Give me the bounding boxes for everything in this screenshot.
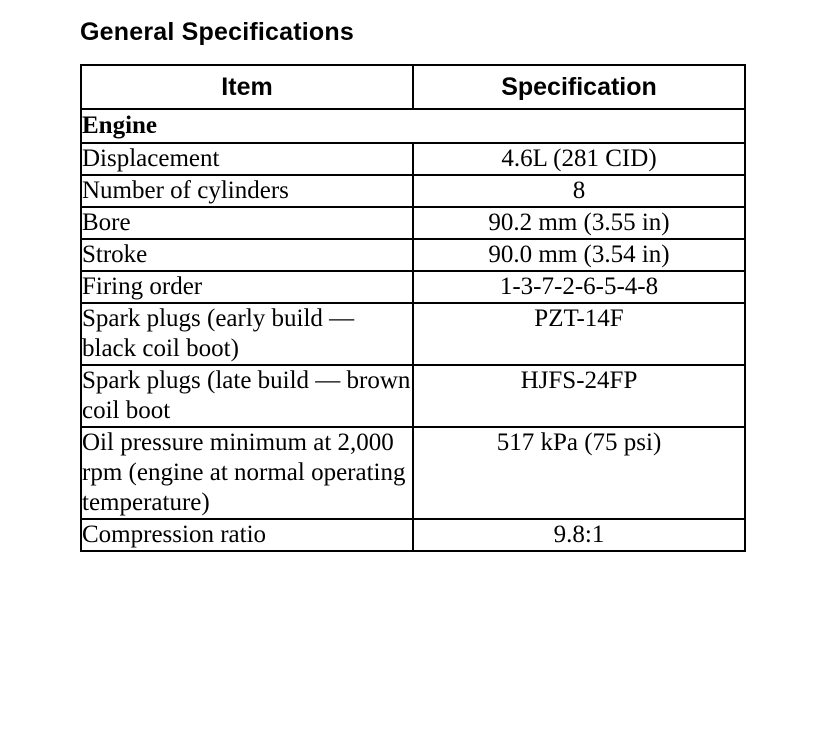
table-row xyxy=(81,271,745,303)
table-row xyxy=(81,303,745,365)
page-title: General Specifications xyxy=(80,18,354,46)
item-cell: Oil pressure minimum at 2,000 rpm (engine at normal operating temperature) xyxy=(81,427,413,519)
table-row xyxy=(81,175,745,207)
spec-cell: 90.0 mm (3.54 in) xyxy=(413,239,745,271)
item-cell: Firing order xyxy=(81,271,413,303)
spec-cell: 9.8:1 xyxy=(413,519,745,551)
item-cell: Number of cylinders xyxy=(81,175,413,207)
item-cell: Bore xyxy=(81,207,413,239)
spec-cell: 4.6L (281 CID) xyxy=(413,143,745,175)
section-row xyxy=(81,109,745,143)
item-cell: Spark plugs (late build — brown coil boot xyxy=(81,365,413,427)
column-header-specification: Specification xyxy=(413,65,745,109)
spec-cell: 517 kPa (75 psi) xyxy=(413,427,745,519)
section-label-engine: Engine xyxy=(81,109,745,143)
item-cell: Stroke xyxy=(81,239,413,271)
spec-cell: 8 xyxy=(413,175,745,207)
specifications-table xyxy=(80,64,746,552)
spec-cell: 90.2 mm (3.55 in) xyxy=(413,207,745,239)
item-cell: Displacement xyxy=(81,143,413,175)
table-row xyxy=(81,239,745,271)
column-header-item: Item xyxy=(81,65,413,109)
table-row xyxy=(81,519,745,551)
table-row xyxy=(81,143,745,175)
table-row xyxy=(81,427,745,519)
spec-cell: PZT-14F xyxy=(413,303,745,365)
spec-cell: 1-3-7-2-6-5-4-8 xyxy=(413,271,745,303)
item-cell: Compression ratio xyxy=(81,519,413,551)
table-row xyxy=(81,207,745,239)
item-cell: Spark plugs (early build — black coil boot) xyxy=(81,303,413,365)
table-row xyxy=(81,365,745,427)
table-header-row xyxy=(81,65,745,109)
spec-cell: HJFS-24FP xyxy=(413,365,745,427)
